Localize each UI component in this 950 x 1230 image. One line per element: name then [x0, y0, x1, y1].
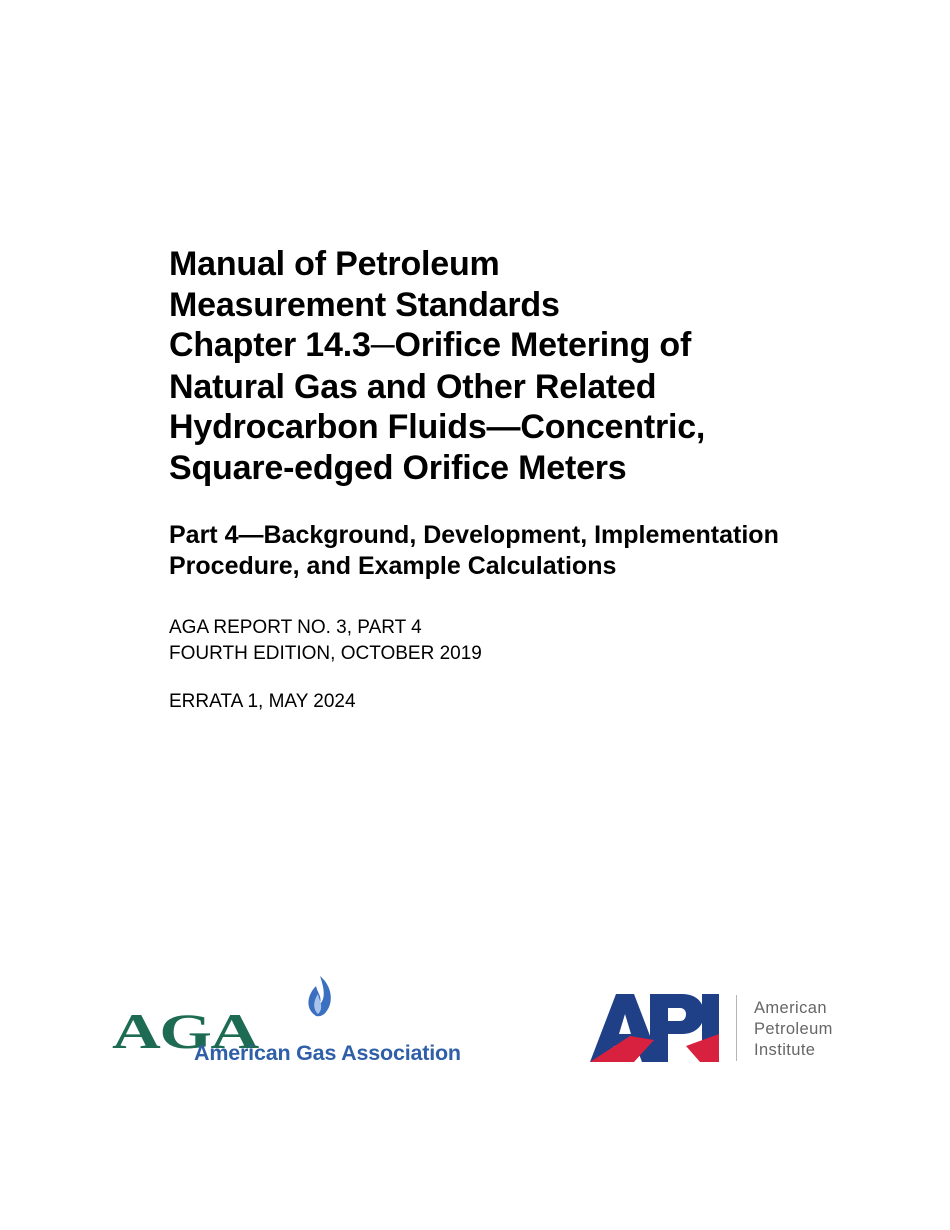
subtitle-line-2: Procedure, and Example Calculations	[169, 552, 617, 580]
aga-letters: AGA	[112, 1003, 258, 1059]
errata-note: ERRATA 1, MAY 2024	[169, 691, 356, 712]
edition-date: FOURTH EDITION, OCTOBER 2019	[169, 642, 482, 664]
title-line-4: Natural Gas and Other Related	[169, 367, 657, 406]
api-logo	[590, 990, 850, 1070]
api-name-line-1: American	[754, 999, 827, 1017]
document-title	[169, 244, 889, 488]
title-line-2: Measurement Standards	[169, 285, 560, 324]
aga-logo	[112, 972, 542, 1072]
title-line-1: Manual of Petroleum	[169, 245, 500, 283]
report-number: AGA REPORT NO. 3, PART 4	[169, 617, 422, 638]
aga-name: American Gas Association	[194, 1041, 461, 1065]
flame-icon	[300, 972, 340, 1018]
title-chapter-topic: Orifice Metering of	[394, 326, 692, 364]
title-line-5: Hydrocarbon Fluids—Concentric,	[169, 408, 706, 446]
api-mark-icon	[590, 990, 722, 1064]
title-chapter: Chapter 14.3	[169, 326, 371, 364]
title-line-6: Square-edged Orifice Meters	[169, 448, 627, 487]
title-line-3	[169, 325, 889, 367]
api-name-line-3: Institute	[754, 1041, 816, 1059]
api-name	[754, 998, 833, 1061]
document-subtitle	[169, 520, 889, 582]
logo-divider	[736, 995, 737, 1061]
title-dash: —	[370, 332, 395, 359]
subtitle-line-1: Part 4—Background, Development, Implementation	[169, 521, 779, 549]
api-name-line-2: Petroleum	[754, 1020, 833, 1038]
report-info	[169, 615, 482, 666]
